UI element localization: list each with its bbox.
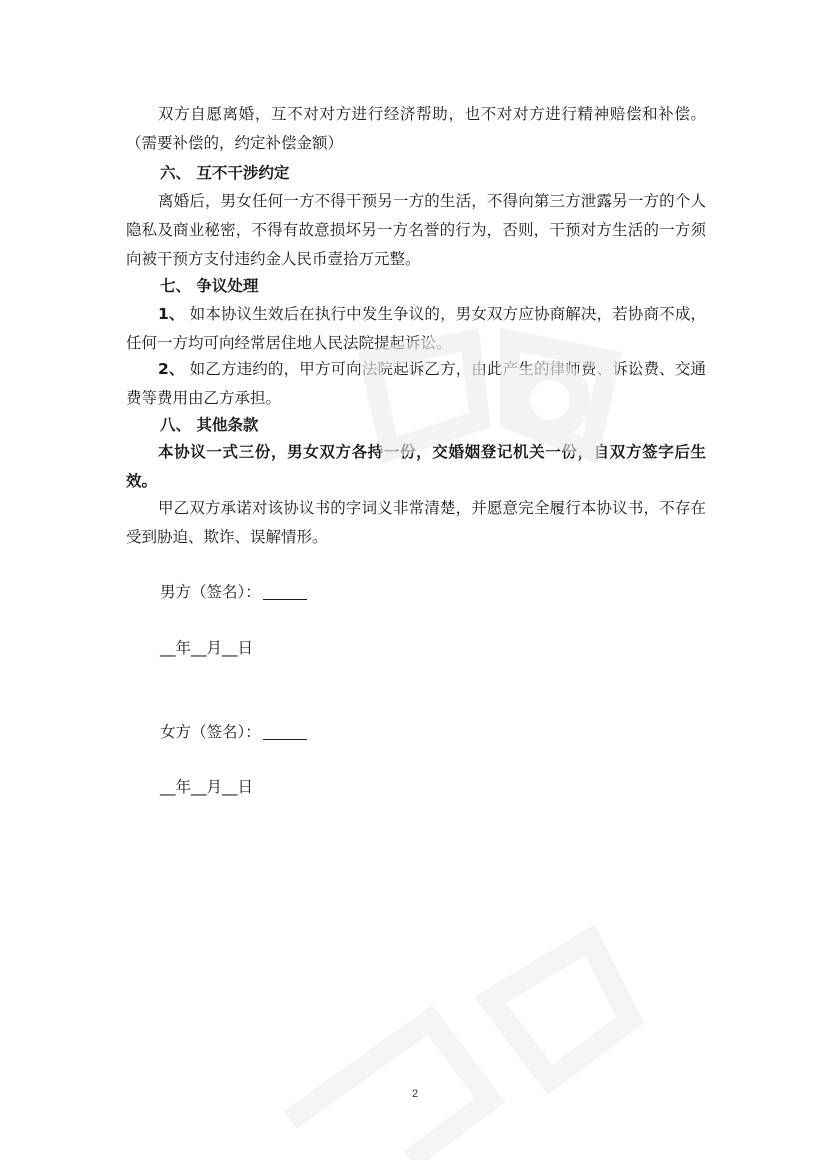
paragraph-copies: 本协议一式三份，男女双方各持一份，交婚姻登记机关一份，自双方签字后生效。 bbox=[126, 443, 706, 490]
section-heading-8: 八、 其他条款 bbox=[160, 416, 259, 434]
paragraph-dispute-1 bbox=[126, 300, 706, 358]
male-signature-date: __年__月__日 bbox=[160, 639, 254, 657]
female-signature-date: __年__月__日 bbox=[160, 778, 254, 796]
paragraph-dispute-2 bbox=[126, 355, 706, 413]
section-heading-7: 七、 争议处理 bbox=[160, 277, 259, 295]
page-number: 2 bbox=[411, 1088, 419, 1100]
paragraph-commitment: 甲乙双方承诺对该协议书的字词义非常清楚，并愿意完全履行本协议书，不存在受到胁迫、欺诈、误解情形。 bbox=[126, 499, 706, 546]
female-signature-blank bbox=[263, 723, 307, 740]
item-text: 如乙方违约的，甲方可向法院起诉乙方，由此产生的律师费、诉讼费、交通费等费用由乙方承担。 bbox=[126, 360, 706, 407]
item-text: 如本协议生效后在执行中发生争议的，男女双方应协商解决，若协商不成，任何一方均可向经常居住地人民法院提起诉讼。 bbox=[126, 305, 706, 352]
item-number: 1、 bbox=[158, 305, 185, 323]
item-number: 2、 bbox=[158, 360, 185, 378]
female-signature-label: 女方（签名）： bbox=[160, 723, 261, 741]
female-signature-line bbox=[160, 718, 560, 747]
paragraph-non-interference: 离婚后，男女任何一方不得干预另一方的生活，不得向第三方泄露另一方的个人隐私及商业秘密，不得有故意损坏另一方名誉的行为，否则，干预对方生活的一方须向被干预方支付违约金人民币壹拾万元整。 bbox=[126, 192, 706, 268]
male-signature-label: 男方（签名）： bbox=[160, 583, 261, 601]
male-signature-line bbox=[160, 578, 560, 607]
section-heading-6: 六、 互不干涉约定 bbox=[160, 164, 290, 182]
paragraph-no-compensation: 双方自愿离婚，互不对对方进行经济帮助，也不对对方进行精神赔偿和补偿。（需要补偿的，约定补偿金额） bbox=[126, 105, 706, 152]
male-signature-blank bbox=[263, 583, 307, 600]
